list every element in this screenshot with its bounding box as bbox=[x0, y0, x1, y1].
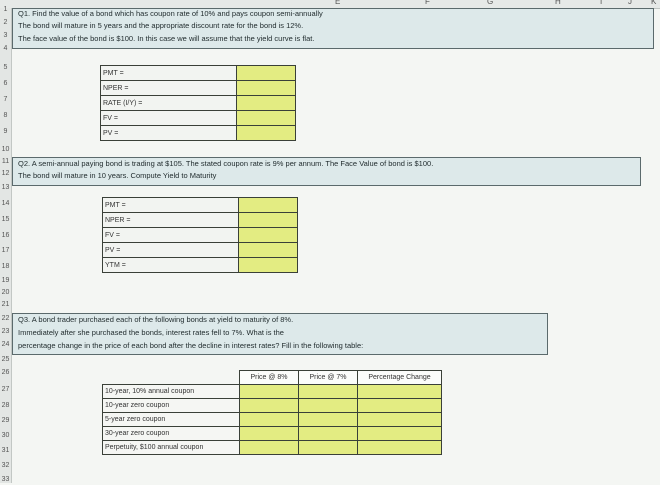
q1-input-row bbox=[101, 111, 296, 126]
row-number[interactable]: 5 bbox=[3, 64, 8, 71]
row-number[interactable]: 27 bbox=[1, 386, 10, 393]
q3-price-8-cell[interactable] bbox=[240, 427, 299, 441]
q3-corner-cell bbox=[103, 371, 240, 385]
q2-ytm-label: YTM = bbox=[103, 258, 239, 273]
row-number[interactable]: 7 bbox=[3, 96, 8, 103]
q3-price-7-cell[interactable] bbox=[299, 427, 358, 441]
q3-line-2: Immediately after she purchased the bonds, interest rates fell to 7%. What is the bbox=[18, 328, 284, 337]
row-number[interactable]: 19 bbox=[1, 277, 10, 284]
q2-fv-label: FV = bbox=[103, 228, 239, 243]
column-header-j[interactable]: J bbox=[628, 0, 632, 6]
row-number[interactable]: 14 bbox=[1, 200, 10, 207]
row-number[interactable]: 22 bbox=[1, 315, 10, 322]
row-number[interactable]: 15 bbox=[1, 216, 10, 223]
q3-bond-label: Perpetuity, $100 annual coupon bbox=[103, 441, 240, 455]
q3-line-1: Q3. A bond trader purchased each of the following bonds at yield to maturity of 8%. bbox=[18, 315, 294, 324]
q3-price-7-cell[interactable] bbox=[299, 399, 358, 413]
q1-question-box[interactable] bbox=[12, 8, 654, 49]
q2-line-2: The bond will mature in 10 years. Compute Yield to Maturity bbox=[18, 171, 217, 180]
q2-nper-cell[interactable] bbox=[239, 213, 298, 228]
q1-nper-cell[interactable] bbox=[237, 81, 296, 96]
q2-input-row bbox=[103, 243, 298, 258]
column-header-g[interactable]: G bbox=[487, 0, 494, 6]
row-number[interactable]: 9 bbox=[3, 128, 8, 135]
q3-price-8-cell[interactable] bbox=[240, 413, 299, 427]
row-number[interactable]: 16 bbox=[1, 232, 10, 239]
row-number[interactable]: 3 bbox=[3, 32, 8, 39]
q1-line-3: The face value of the bond is $100. In this case we will assume that the yield curve is flat. bbox=[18, 34, 315, 43]
q3-pct-change-cell[interactable] bbox=[358, 399, 442, 413]
row-number[interactable]: 6 bbox=[3, 80, 8, 87]
q3-price-8-cell[interactable] bbox=[240, 399, 299, 413]
q1-input-row bbox=[101, 126, 296, 141]
q2-input-table bbox=[102, 197, 298, 273]
row-number[interactable]: 20 bbox=[1, 289, 10, 296]
q1-fv-cell[interactable] bbox=[237, 111, 296, 126]
row-header-bar bbox=[0, 8, 12, 483]
column-header-i[interactable]: I bbox=[600, 0, 603, 6]
row-number[interactable]: 25 bbox=[1, 356, 10, 363]
row-number[interactable]: 8 bbox=[3, 112, 8, 119]
q3-pct-change-cell[interactable] bbox=[358, 413, 442, 427]
q3-pct-change-cell[interactable] bbox=[358, 441, 442, 455]
q3-header-pct-change[interactable]: Percentage Change bbox=[358, 371, 442, 385]
q1-nper-label: NPER = bbox=[101, 81, 237, 96]
q3-header-row bbox=[103, 371, 442, 385]
table-row bbox=[103, 385, 442, 399]
q2-question-box[interactable] bbox=[12, 157, 641, 186]
q2-input-row bbox=[103, 258, 298, 273]
row-number[interactable]: 18 bbox=[1, 263, 10, 270]
row-number[interactable]: 29 bbox=[1, 417, 10, 424]
q1-pmt-label: PMT = bbox=[101, 66, 237, 81]
table-row bbox=[103, 399, 442, 413]
q1-pv-label: PV = bbox=[101, 126, 237, 141]
q1-fv-label: FV = bbox=[101, 111, 237, 126]
row-number[interactable]: 26 bbox=[1, 369, 10, 376]
q2-input-row bbox=[103, 228, 298, 243]
q3-question-box[interactable] bbox=[12, 313, 548, 355]
row-number[interactable]: 24 bbox=[1, 341, 10, 348]
row-number[interactable]: 17 bbox=[1, 247, 10, 254]
table-row bbox=[103, 413, 442, 427]
q3-price-7-cell[interactable] bbox=[299, 385, 358, 399]
q1-input-table bbox=[100, 65, 296, 141]
q2-pmt-label: PMT = bbox=[103, 198, 239, 213]
q3-price-8-cell[interactable] bbox=[240, 385, 299, 399]
row-number[interactable]: 11 bbox=[1, 158, 10, 165]
column-header-h[interactable]: H bbox=[555, 0, 561, 6]
q2-input-row bbox=[103, 213, 298, 228]
row-number[interactable]: 2 bbox=[3, 19, 8, 26]
row-number[interactable]: 30 bbox=[1, 432, 10, 439]
q1-pmt-cell[interactable] bbox=[237, 66, 296, 81]
column-header-f[interactable]: F bbox=[425, 0, 430, 6]
q2-ytm-cell[interactable] bbox=[239, 258, 298, 273]
q1-input-row bbox=[101, 81, 296, 96]
row-number[interactable]: 13 bbox=[1, 184, 10, 191]
q1-input-row bbox=[101, 96, 296, 111]
q1-rate-cell[interactable] bbox=[237, 96, 296, 111]
q3-pct-change-cell[interactable] bbox=[358, 427, 442, 441]
q3-pct-change-cell[interactable] bbox=[358, 385, 442, 399]
q3-header-price-8[interactable]: Price @ 8% bbox=[240, 371, 299, 385]
row-number[interactable]: 4 bbox=[3, 45, 8, 52]
row-number[interactable]: 33 bbox=[1, 476, 10, 483]
q1-rate-label: RATE (I/Y) = bbox=[101, 96, 237, 111]
q1-input-row bbox=[101, 66, 296, 81]
q1-line-1: Q1. Find the value of a bond which has coupon rate of 10% and pays coupon semi-annually bbox=[18, 9, 323, 18]
q3-line-3: percentage change in the price of each bond after the decline in interest rates? Fill in the following table: bbox=[18, 341, 364, 350]
row-number[interactable]: 12 bbox=[1, 170, 10, 177]
q2-pv-label: PV = bbox=[103, 243, 239, 258]
row-number[interactable]: 28 bbox=[1, 402, 10, 409]
q3-bond-label: 30-year zero coupon bbox=[103, 427, 240, 441]
table-row bbox=[103, 427, 442, 441]
q3-bond-label: 10-year zero coupon bbox=[103, 399, 240, 413]
q3-price-8-cell[interactable] bbox=[240, 441, 299, 455]
q2-fv-cell[interactable] bbox=[239, 228, 298, 243]
row-number[interactable]: 1 bbox=[3, 6, 8, 13]
row-number[interactable]: 23 bbox=[1, 328, 10, 335]
q3-price-7-cell[interactable] bbox=[299, 441, 358, 455]
row-number[interactable]: 32 bbox=[1, 462, 10, 469]
row-number[interactable]: 31 bbox=[1, 447, 10, 454]
q1-line-2: The bond will mature in 5 years and the appropriate discount rate for the bond is 12%. bbox=[18, 21, 304, 30]
q3-bond-label: 10-year, 10% annual coupon bbox=[103, 385, 240, 399]
column-header-e[interactable]: E bbox=[335, 0, 341, 6]
row-number[interactable]: 21 bbox=[1, 301, 10, 308]
q3-header-price-7[interactable]: Price @ 7% bbox=[299, 371, 358, 385]
column-header-k[interactable]: K bbox=[651, 0, 657, 6]
q1-pv-cell[interactable] bbox=[237, 126, 296, 141]
q3-price-7-cell[interactable] bbox=[299, 413, 358, 427]
row-number[interactable]: 10 bbox=[1, 146, 10, 153]
q2-pmt-cell[interactable] bbox=[239, 198, 298, 213]
q2-pv-cell[interactable] bbox=[239, 243, 298, 258]
q2-nper-label: NPER = bbox=[103, 213, 239, 228]
q3-bond-label: 5-year zero coupon bbox=[103, 413, 240, 427]
q2-line-1: Q2. A semi-annual paying bond is trading at $105. The stated coupon rate is 9% per annum. The Face Value of bond is $100. bbox=[18, 159, 434, 168]
q2-input-row bbox=[103, 198, 298, 213]
q3-bond-table bbox=[102, 370, 442, 455]
table-row bbox=[103, 441, 442, 455]
